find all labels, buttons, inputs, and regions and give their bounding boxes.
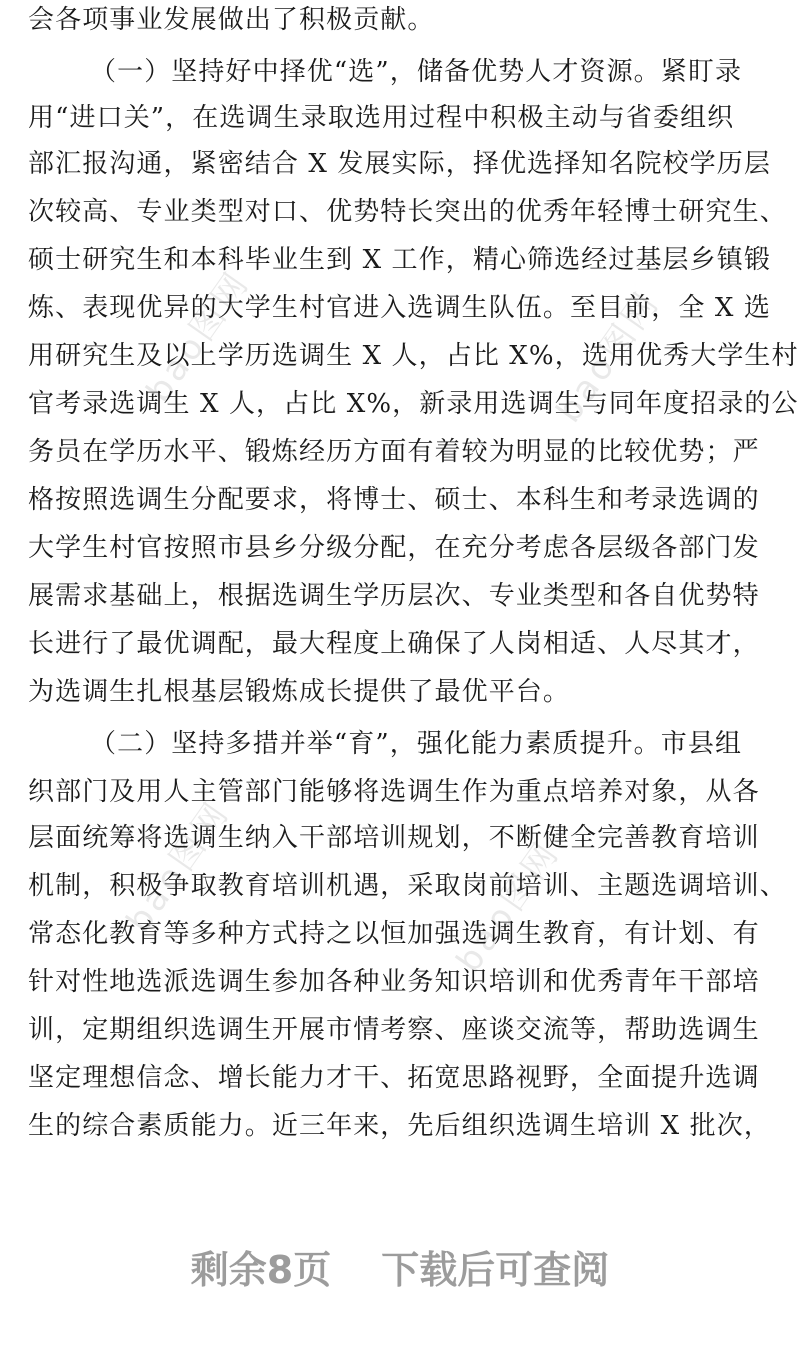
watermark-text: bao图网 [138,263,259,410]
text-line: 用研究生及以上学历选调生 X 人，占比 X%，选用优秀大学生村 [28,341,799,371]
text-line: 炼、表现优异的大学生村官进入选调生队伍。至目前，全 X 选 [28,293,771,323]
text-line: 织部门及用人主管部门能够将选调生作为重点培养对象，从各 [28,777,760,807]
text-line: 用“进口关”，在选调生录取选用过程中积极主动与省委组织 [28,103,735,133]
text-line: 展需求基础上，根据选调生学历层次、专业类型和各自优势特 [28,581,760,611]
paragraph-heading-line: （二）坚持多措并举“育”，强化能力素质提升。市县组 [90,729,743,759]
text-line: 部汇报沟通，紧密结合 X 发展实际，择优选择知名院校学历层 [28,149,771,179]
text-line: 常态化教育等多种方式持之以恒加强选调生教育，有计划、有 [28,919,760,949]
watermark-text: bao图网 [118,793,239,940]
text-line: 训，定期组织选调生开展市情考察、座谈交流等，帮助选调生 [28,1015,760,1045]
text-line: 格按照选调生分配要求，将博士、硕士、本科生和考录选调的 [28,485,760,515]
download-to-view-label: 下载后可查阅 [381,1248,610,1292]
text-line: 层面统筹将选调生纳入干部培训规划，不断健全完善教育培训 [28,823,760,853]
text-line: 坚定理想信念、增长能力才干、拓宽思路视野，全面提升选调 [28,1063,760,1093]
text-line: 会各项事业发展做出了积极贡献。 [28,5,435,35]
paragraph-heading-line: （一）坚持好中择优“选”，储备优势人才资源。紧盯录 [90,57,743,87]
text-line: 为选调生扎根基层锻炼成长提供了最优平台。 [28,677,571,707]
watermark-text: bao图网 [548,283,669,430]
download-banner[interactable] [0,1240,800,1300]
text-line: 针对性地选派选调生参加各种业务知识培训和优秀青年干部培 [28,967,760,997]
text-line: 生的综合素质能力。近三年来，先后组织选调生培训 X 批次， [28,1111,771,1141]
text-line: 次较高、专业类型对口、优势特长突出的优秀年轻博士研究生、 [28,197,787,227]
text-line: 大学生村官按照市县乡分级分配，在充分考虑各层级各部门发 [28,533,760,563]
text-line: 官考录选调生 X 人，占比 X%，新录用选调生与同年度招录的公 [28,389,799,419]
text-line: 务员在学历水平、锻炼经历方面有着较为明显的比较优势；严 [28,437,760,467]
remaining-pages-label: 剩余8页 [190,1248,332,1292]
text-line: 长进行了最优调配，最大程度上确保了人岗相适、人尽其才， [28,629,760,659]
text-line: 机制，积极争取教育培训机遇，采取岗前培训、主题选调培训、 [28,871,787,901]
watermark-text: bao图网 [448,833,569,980]
text-line: 硕士研究生和本科毕业生到 X 工作，精心筛选经过基层乡镇锻 [28,245,771,275]
